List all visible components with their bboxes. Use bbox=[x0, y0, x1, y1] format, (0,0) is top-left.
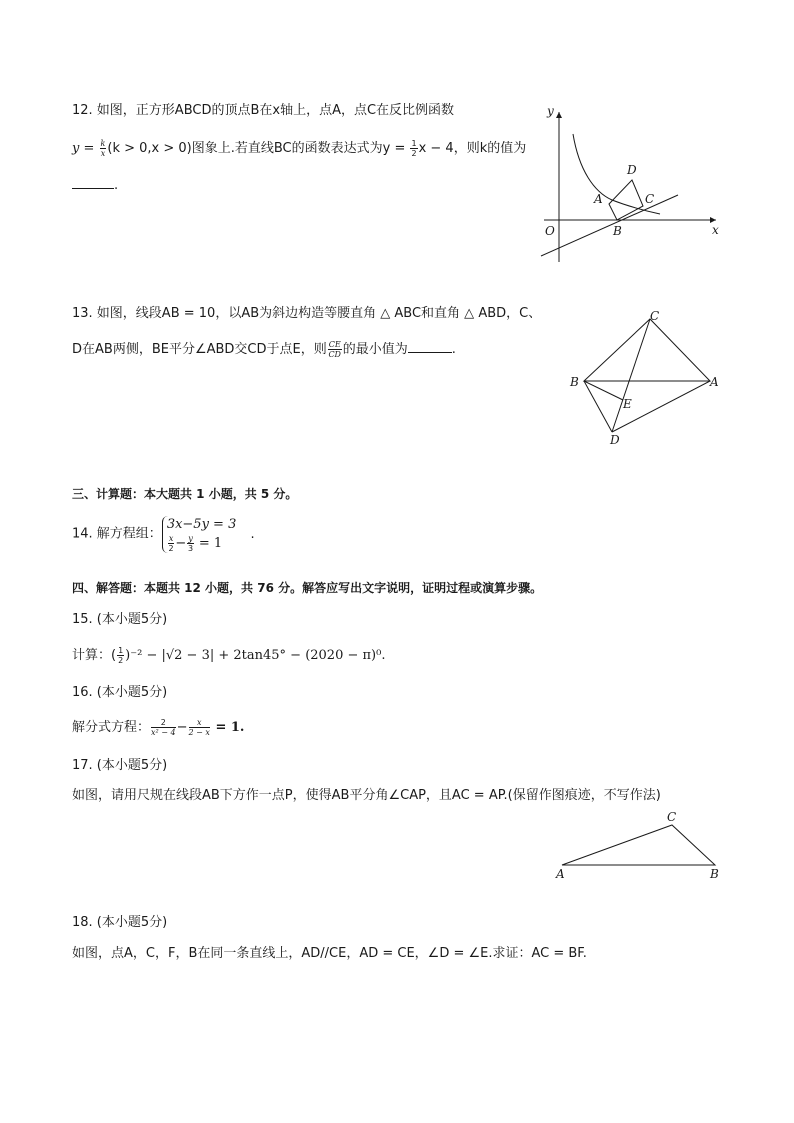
answer-blank[interactable] bbox=[72, 178, 114, 189]
figure-17 bbox=[552, 808, 728, 882]
segment-bd bbox=[584, 381, 612, 432]
q18-body: 如图，点A，C，F，B在同一条直线上，AD//CE，AD = CE，∠D = ∠E.求证：AC = BF. bbox=[72, 946, 587, 961]
q15-body: 计算：( $\frac{1}{2}$ )⁻² − |√2 − 3| + 2tan45° − (2020 − π)⁰. bbox=[72, 646, 386, 665]
label-d: D bbox=[610, 433, 620, 447]
fraction-one-half: $\frac{1}{2}$ bbox=[411, 139, 417, 158]
answer-blank[interactable] bbox=[408, 342, 452, 353]
q12-line3: . bbox=[72, 176, 118, 196]
label-e: E bbox=[623, 397, 632, 411]
q12-line2: y = $\frac{k}{x}$ (k > 0,x > 0)图象上.若直线BC的函数表达式为y = $\frac{1}{2}$ x − 4，则k的值为 bbox=[72, 139, 527, 158]
label-o: O bbox=[545, 224, 555, 238]
q18-label: 18. (本小题5分) bbox=[72, 915, 168, 930]
section-4-title: 四、解答题：本题共 12 小题，共 76 分。解答应写出文字说明，证明过程或演算步骤。 bbox=[72, 581, 543, 595]
label-b: B bbox=[570, 375, 579, 389]
label-a: A bbox=[710, 375, 719, 389]
q16-body: 解分式方程： $\frac{2}{\text{x² − 4}}$ − $\frac{x}{2 - x}$ = 1. bbox=[72, 718, 245, 737]
figure-12 bbox=[536, 100, 726, 266]
q17-label: 17. (本小题5分) bbox=[72, 758, 168, 773]
label-b: B bbox=[613, 224, 622, 238]
label-c: C bbox=[650, 309, 660, 323]
figure-13 bbox=[566, 304, 726, 450]
q16-label: 16. (本小题5分) bbox=[72, 685, 168, 700]
q13-line2: D在AB两侧，BE平分∠ABD交CD于点E，则 $\frac{CE}{CD}$ 的最小值为 . bbox=[72, 340, 456, 359]
label-c: C bbox=[645, 192, 655, 206]
label-a: A bbox=[594, 192, 603, 206]
fraction-ce-over-cd: $\frac{CE}{CD}$ bbox=[328, 340, 341, 359]
q17-body: 如图，请用尺规在线段AB下方作一点P，使得AB平分角∠CAP，且AC = AP.(保留作图痕迹，不写作法) bbox=[72, 788, 661, 803]
q15-label: 15. (本小题5分) bbox=[72, 612, 168, 627]
section-3-title: 三、计算题：本大题共 1 小题，共 5 分。 bbox=[72, 487, 298, 501]
q12-line1: 12. 如图，正方形ABCD的顶点B在x轴上，点A，点C在反比例函数 bbox=[72, 103, 455, 118]
label-d: D bbox=[627, 163, 637, 177]
label-x: x bbox=[712, 223, 719, 237]
q14: 14. 解方程组： 3x−5y = 3 $\frac{x}{2}$ − $\frac{y}{3}$ = 1 . bbox=[72, 517, 255, 553]
equation-system: 3x−5y = 3 $\frac{x}{2}$ − $\frac{y}{3}$ = 1 bbox=[162, 516, 237, 553]
label-y: y bbox=[547, 104, 554, 118]
label-b: B bbox=[710, 867, 719, 881]
label-a: A bbox=[556, 867, 565, 881]
q13-line1: 13. 如图，线段AB = 10，以AB为斜边构造等腰直角 △ ABC和直角 △ ABD，C、 bbox=[72, 306, 542, 321]
segment-be bbox=[584, 381, 623, 400]
square-abcd bbox=[609, 180, 643, 220]
fraction-k-over-x: $\frac{k}{x}$ bbox=[100, 139, 106, 158]
label-c: C bbox=[667, 810, 677, 824]
triangle-abc bbox=[562, 825, 715, 865]
